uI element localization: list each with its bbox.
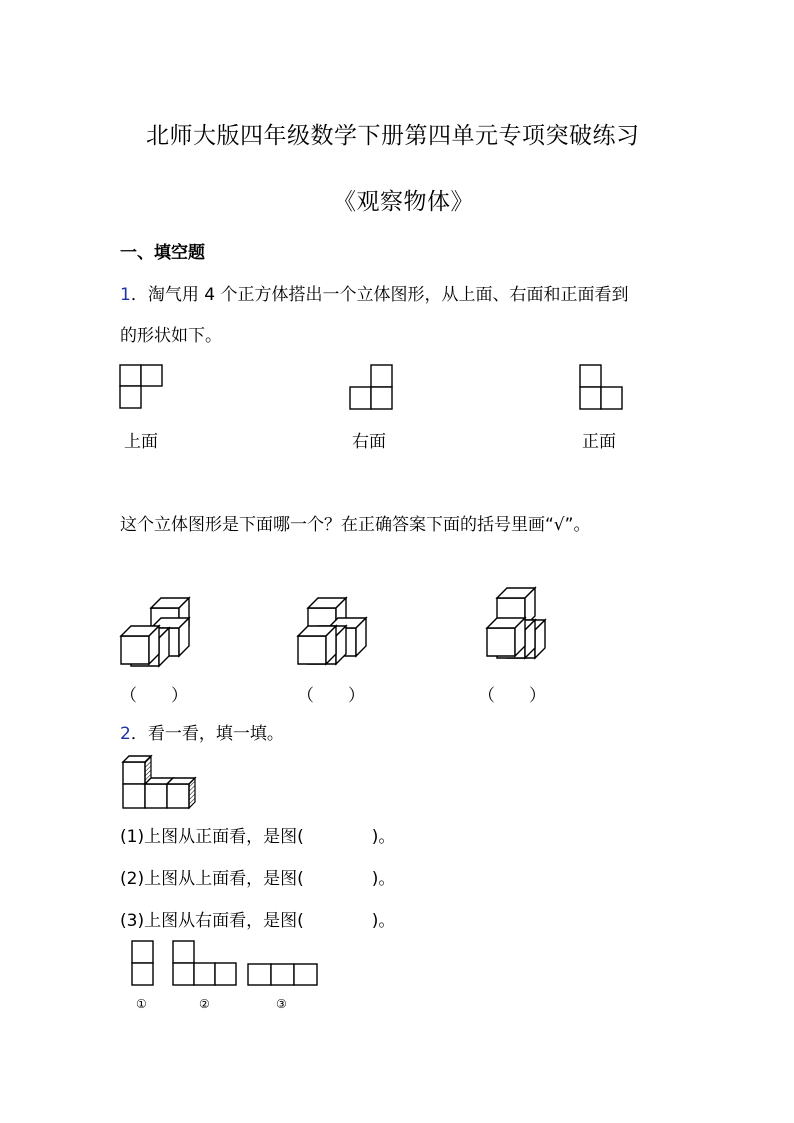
option-a-blank[interactable]: （ ） — [120, 686, 188, 706]
question-2-item-1: (1)上图从正面看，是图( )。 — [120, 827, 396, 847]
figure-2-label: ② — [199, 997, 210, 1011]
figure-2 — [173, 941, 236, 985]
question-2-number: 2 — [120, 724, 131, 744]
question-1-line-2: 的形状如下。 — [120, 326, 222, 346]
top-view-label: 上面 — [124, 432, 158, 452]
figure-1 — [132, 941, 153, 985]
question-1-prompt: 这个立体图形是下面哪一个？在正确答案下面的括号里画“√”。 — [120, 515, 591, 535]
option-b-blank[interactable]: （ ） — [297, 686, 365, 706]
question-1-number: 1 — [120, 285, 131, 305]
figure-1-label: ① — [136, 997, 147, 1011]
front-view-label: 正面 — [582, 432, 616, 452]
question-1-text-a: ．淘气用 4 个正方体搭出一个立体图形，从上面、右面和正面看到 — [130, 285, 629, 305]
right-view-label: 右面 — [352, 432, 386, 452]
section-heading: 一、填空题 — [120, 243, 205, 263]
page-subtitle: 《观察物体》 — [333, 189, 474, 215]
question-2-text: ．看一看，填一填。 — [130, 724, 284, 744]
question-2-item-2: (2)上图从上面看，是图( )。 — [120, 869, 396, 889]
page-title: 北师大版四年级数学下册第四单元专项突破练习 — [146, 123, 640, 149]
figure-3-label: ③ — [276, 997, 287, 1011]
figure-3 — [248, 964, 317, 985]
question-2-item-3: (3)上图从右面看，是图( )。 — [120, 911, 396, 931]
option-c-blank[interactable]: （ ） — [478, 686, 546, 706]
